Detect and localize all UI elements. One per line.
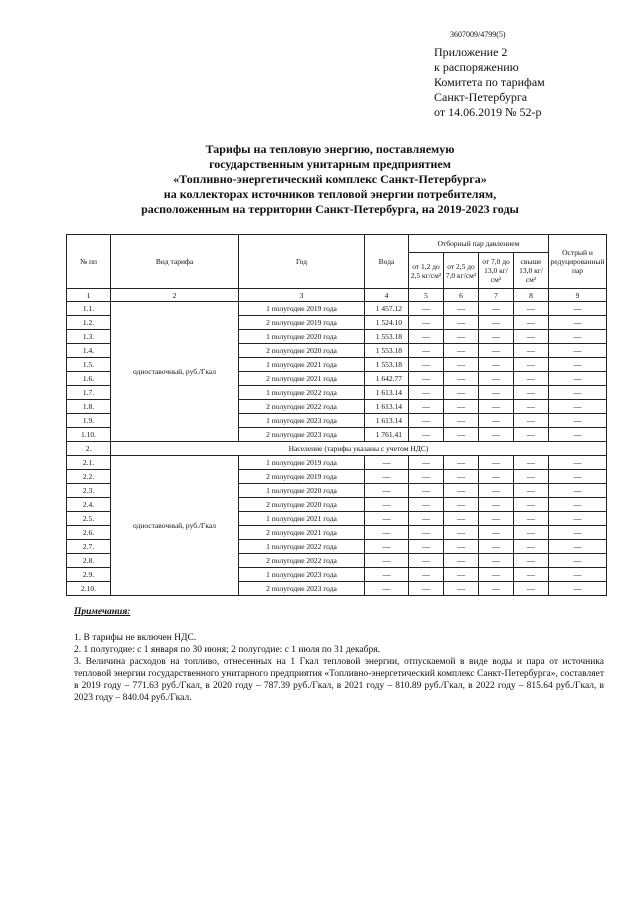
section-title: Население (тарифы указаны с учетом НДС) xyxy=(111,442,607,456)
dash-cell: — xyxy=(514,498,549,512)
dash-cell: — xyxy=(549,470,607,484)
notes-section xyxy=(74,606,604,704)
row-number: 1.4. xyxy=(67,344,111,358)
header-sharp-steam: Острый и редуцированный пар xyxy=(549,235,607,289)
dash-cell: — xyxy=(444,316,479,330)
dash-cell: — xyxy=(549,498,607,512)
water-value: 1 553.18 xyxy=(365,330,409,344)
period-cell: 2 полугодие 2022 года xyxy=(239,554,365,568)
dash-cell: — xyxy=(479,582,514,596)
dash-cell: — xyxy=(549,372,607,386)
dash-cell: — xyxy=(444,372,479,386)
title-line: Тарифы на тепловую энергию, поставляемую xyxy=(205,142,455,156)
dash-cell: — xyxy=(444,456,479,470)
dash-cell: — xyxy=(409,554,444,568)
dash-cell: — xyxy=(549,526,607,540)
period-cell: 2 полугодие 2020 года xyxy=(239,498,365,512)
title-line: «Топливно-энергетический комплекс Санкт-Петербурга» xyxy=(173,172,487,186)
dash-cell: — xyxy=(549,400,607,414)
header-num: № пп xyxy=(67,235,111,289)
row-number: 2.10. xyxy=(67,582,111,596)
period-cell: 1 полугодие 2019 года xyxy=(239,456,365,470)
dash-cell: — xyxy=(479,428,514,442)
row-number: 1.8. xyxy=(67,400,111,414)
appendix-line: к распоряжению xyxy=(434,60,519,74)
dash-cell: — xyxy=(444,302,479,316)
row-number: 1.7. xyxy=(67,386,111,400)
header-pressure-3: от 7,0 до 13,0 кг/см² xyxy=(479,253,514,289)
dash-cell: — xyxy=(549,456,607,470)
dash-cell: — xyxy=(365,512,409,526)
dash-cell: — xyxy=(365,470,409,484)
period-cell: 1 полугодие 2023 года xyxy=(239,568,365,582)
row-number: 2.4. xyxy=(67,498,111,512)
column-number: 9 xyxy=(549,289,607,302)
column-number: 5 xyxy=(409,289,444,302)
period-cell: 1 полугодие 2020 года xyxy=(239,330,365,344)
dash-cell: — xyxy=(514,470,549,484)
dash-cell: — xyxy=(409,302,444,316)
appendix-line: Приложение 2 xyxy=(434,45,508,59)
row-number: 2.5. xyxy=(67,512,111,526)
dash-cell: — xyxy=(514,372,549,386)
header-water: Вода xyxy=(365,235,409,289)
row-number: 1.9. xyxy=(67,414,111,428)
dash-cell: — xyxy=(549,554,607,568)
header-year: Год xyxy=(239,235,365,289)
section-row xyxy=(67,442,607,456)
water-value: 1 457.12 xyxy=(365,302,409,316)
dash-cell: — xyxy=(549,582,607,596)
dash-cell: — xyxy=(444,330,479,344)
dash-cell: — xyxy=(514,456,549,470)
dash-cell: — xyxy=(409,372,444,386)
dash-cell: — xyxy=(549,386,607,400)
title-line: расположенным на территории Санкт-Петербурга, на 2019-2023 годы xyxy=(141,202,519,216)
dash-cell: — xyxy=(479,358,514,372)
dash-cell: — xyxy=(444,414,479,428)
dash-cell: — xyxy=(444,484,479,498)
row-number: 2.2. xyxy=(67,470,111,484)
dash-cell: — xyxy=(409,470,444,484)
dash-cell: — xyxy=(479,554,514,568)
dash-cell: — xyxy=(409,498,444,512)
dash-cell: — xyxy=(479,330,514,344)
dash-cell: — xyxy=(514,512,549,526)
dash-cell: — xyxy=(444,470,479,484)
period-cell: 2 полугодие 2023 года xyxy=(239,582,365,596)
header-pressure-2: от 2,5 до 7,0 кг/см² xyxy=(444,253,479,289)
dash-cell: — xyxy=(365,484,409,498)
dash-cell: — xyxy=(479,484,514,498)
title-line: государственным унитарным предприятием xyxy=(209,157,451,171)
dash-cell: — xyxy=(514,582,549,596)
water-value: 1 553.18 xyxy=(365,358,409,372)
dash-cell: — xyxy=(514,568,549,582)
row-number: 1.6. xyxy=(67,372,111,386)
dash-cell: — xyxy=(444,526,479,540)
period-cell: 1 полугодие 2020 года xyxy=(239,484,365,498)
dash-cell: — xyxy=(549,344,607,358)
period-cell: 2 полугодие 2020 года xyxy=(239,344,365,358)
section-number: 2. xyxy=(67,442,111,456)
period-cell: 1 полугодие 2021 года xyxy=(239,358,365,372)
dash-cell: — xyxy=(549,414,607,428)
dash-cell: — xyxy=(365,582,409,596)
dash-cell: — xyxy=(444,386,479,400)
dash-cell: — xyxy=(549,568,607,582)
dash-cell: — xyxy=(409,400,444,414)
appendix-line: Санкт-Петербурга xyxy=(434,90,528,104)
dash-cell: — xyxy=(549,540,607,554)
dash-cell: — xyxy=(409,344,444,358)
row-number: 1.1. xyxy=(67,302,111,316)
dash-cell: — xyxy=(549,358,607,372)
row-number: 2.3. xyxy=(67,484,111,498)
note-item: 1. В тарифы не включен НДС. xyxy=(74,633,197,643)
column-number: 8 xyxy=(514,289,549,302)
dash-cell: — xyxy=(514,428,549,442)
table-row xyxy=(67,456,607,470)
dash-cell: — xyxy=(479,344,514,358)
dash-cell: — xyxy=(444,400,479,414)
water-value: 1 613.14 xyxy=(365,400,409,414)
dash-cell: — xyxy=(409,526,444,540)
dash-cell: — xyxy=(479,372,514,386)
appendix-line: Комитета по тарифам xyxy=(434,75,545,89)
tariff-type-cell: одноставочный, руб./Гкал xyxy=(111,456,239,596)
row-number: 1.2. xyxy=(67,316,111,330)
dash-cell: — xyxy=(479,302,514,316)
period-cell: 1 полугодие 2023 года xyxy=(239,414,365,428)
row-number: 2.9. xyxy=(67,568,111,582)
dash-cell: — xyxy=(514,400,549,414)
dash-cell: — xyxy=(409,316,444,330)
dash-cell: — xyxy=(514,540,549,554)
note-item: 3. Величина расходов на топливо, отнесенных на 1 Гкал тепловой энергии, отпускаемой в виде воды и пара от источника тепловой энергии государственного унитарного предприятия «Топливно-энергетический комплекс Санкт-Петербурга», составляет в 2019 году – 771.63 руб./Гкал, в 2020 году – 787.39 руб./Гкал, в 2021 году – 810.89 руб./Гкал, в 2022 году – 815.64 руб./Гкал, в 2023 году – 840.04 руб./Гкал. xyxy=(74,657,604,703)
row-number: 1.5. xyxy=(67,358,111,372)
dash-cell: — xyxy=(444,512,479,526)
water-value: 1 761.41 xyxy=(365,428,409,442)
period-cell: 2 полугодие 2021 года xyxy=(239,372,365,386)
column-number: 3 xyxy=(239,289,365,302)
dash-cell: — xyxy=(514,526,549,540)
column-number: 2 xyxy=(111,289,239,302)
dash-cell: — xyxy=(479,540,514,554)
dash-cell: — xyxy=(409,330,444,344)
tariff-table xyxy=(66,234,607,596)
dash-cell: — xyxy=(409,358,444,372)
dash-cell: — xyxy=(365,498,409,512)
dash-cell: — xyxy=(444,344,479,358)
dash-cell: — xyxy=(479,400,514,414)
tariff-type-cell: одноставочный, руб./Гкал xyxy=(111,302,239,442)
header-steam-group: Отборный пар давлением xyxy=(409,235,549,253)
period-cell: 2 полугодие 2023 года xyxy=(239,428,365,442)
column-number: 4 xyxy=(365,289,409,302)
dash-cell: — xyxy=(365,554,409,568)
period-cell: 2 полугодие 2022 года xyxy=(239,400,365,414)
dash-cell: — xyxy=(444,554,479,568)
dash-cell: — xyxy=(514,554,549,568)
dash-cell: — xyxy=(479,456,514,470)
header-tariff-type: Вид тарифа xyxy=(111,235,239,289)
dash-cell: — xyxy=(549,302,607,316)
dash-cell: — xyxy=(549,330,607,344)
water-value: 1 553.18 xyxy=(365,344,409,358)
dash-cell: — xyxy=(409,512,444,526)
water-value: 1 524.10 xyxy=(365,316,409,330)
period-cell: 1 полугодие 2021 года xyxy=(239,512,365,526)
column-number: 7 xyxy=(479,289,514,302)
period-cell: 2 полугодие 2021 года xyxy=(239,526,365,540)
period-cell: 1 полугодие 2019 года xyxy=(239,302,365,316)
dash-cell: — xyxy=(479,386,514,400)
period-cell: 2 полугодие 2019 года xyxy=(239,316,365,330)
document-title xyxy=(60,142,600,217)
dash-cell: — xyxy=(444,568,479,582)
appendix-line: от 14.06.2019 № 52-р xyxy=(434,105,542,119)
appendix-block xyxy=(434,45,545,120)
dash-cell: — xyxy=(409,540,444,554)
water-value: 1 642.77 xyxy=(365,372,409,386)
row-number: 1.10. xyxy=(67,428,111,442)
dash-cell: — xyxy=(479,470,514,484)
dash-cell: — xyxy=(409,414,444,428)
table-row xyxy=(67,302,607,316)
period-cell: 1 полугодие 2022 года xyxy=(239,386,365,400)
note-item: 2. 1 полугодие: с 1 января по 30 июня; 2 полугодие: с 1 июля по 31 декабря. xyxy=(74,645,380,655)
dash-cell: — xyxy=(514,316,549,330)
dash-cell: — xyxy=(549,512,607,526)
title-line: на коллекторах источников тепловой энергии потребителям, xyxy=(163,187,497,201)
dash-cell: — xyxy=(514,330,549,344)
dash-cell: — xyxy=(444,498,479,512)
dash-cell: — xyxy=(365,540,409,554)
row-number: 2.1. xyxy=(67,456,111,470)
dash-cell: — xyxy=(549,428,607,442)
header-pressure-1: от 1,2 до 2,5 кг/см² xyxy=(409,253,444,289)
dash-cell: — xyxy=(409,428,444,442)
dash-cell: — xyxy=(514,302,549,316)
dash-cell: — xyxy=(479,568,514,582)
period-cell: 2 полугодие 2019 года xyxy=(239,470,365,484)
dash-cell: — xyxy=(514,386,549,400)
dash-cell: — xyxy=(409,582,444,596)
dash-cell: — xyxy=(514,484,549,498)
dash-cell: — xyxy=(444,540,479,554)
dash-cell: — xyxy=(479,316,514,330)
header-pressure-4: свыше 13,0 кг/см² xyxy=(514,253,549,289)
dash-cell: — xyxy=(444,428,479,442)
dash-cell: — xyxy=(514,358,549,372)
dash-cell: — xyxy=(365,568,409,582)
notes-heading: Примечания: xyxy=(74,607,131,617)
row-number: 2.8. xyxy=(67,554,111,568)
dash-cell: — xyxy=(409,386,444,400)
dash-cell: — xyxy=(479,512,514,526)
period-cell: 1 полугодие 2022 года xyxy=(239,540,365,554)
dash-cell: — xyxy=(444,582,479,596)
dash-cell: — xyxy=(409,484,444,498)
water-value: 1 613.14 xyxy=(365,414,409,428)
dash-cell: — xyxy=(409,568,444,582)
dash-cell: — xyxy=(514,414,549,428)
document-number: 3607009/4799(5) xyxy=(450,30,506,39)
column-number: 6 xyxy=(444,289,479,302)
row-number: 2.7. xyxy=(67,540,111,554)
dash-cell: — xyxy=(365,526,409,540)
row-number: 2.6. xyxy=(67,526,111,540)
dash-cell: — xyxy=(409,456,444,470)
dash-cell: — xyxy=(549,316,607,330)
dash-cell: — xyxy=(479,526,514,540)
dash-cell: — xyxy=(549,484,607,498)
column-number: 1 xyxy=(67,289,111,302)
dash-cell: — xyxy=(365,456,409,470)
dash-cell: — xyxy=(479,498,514,512)
water-value: 1 613.14 xyxy=(365,386,409,400)
dash-cell: — xyxy=(444,358,479,372)
dash-cell: — xyxy=(514,344,549,358)
row-number: 1.3. xyxy=(67,330,111,344)
dash-cell: — xyxy=(479,414,514,428)
